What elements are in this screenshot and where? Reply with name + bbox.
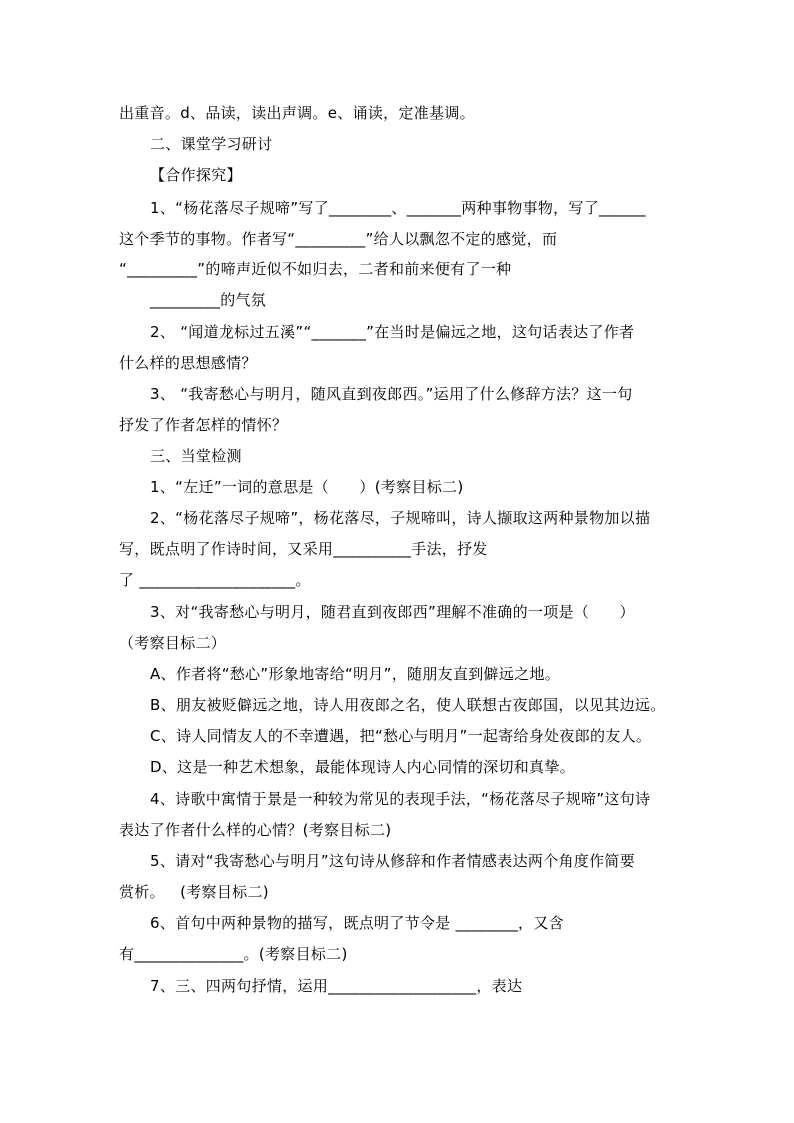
question-3-line-1: 3、 “我寄愁心与明月，随风直到夜郎西。”运用了什么修辞方法？这一句 bbox=[150, 385, 633, 403]
question-1-line-3: “_________”的啼声近似不如归去，二者和前来便有了一种 bbox=[119, 260, 512, 278]
test-question-3-line-2: （考察目标二） bbox=[119, 634, 227, 652]
test-question-3-line-1: 3、对“我寄愁心与明月，随君直到夜郎西”理解不准确的一项是（ ） bbox=[150, 603, 635, 621]
subheading-cooperative-inquiry: 【合作探究】 bbox=[150, 166, 242, 184]
blank: _______ bbox=[311, 323, 367, 341]
blank: _________ bbox=[150, 291, 221, 309]
blank: ________ bbox=[329, 199, 392, 217]
section-heading-3: 三、当堂检测 bbox=[150, 447, 242, 465]
blank: _________ bbox=[127, 260, 198, 278]
question-1-line-2: 这个季节的事物。作者写“_________”给人以飘忽不定的感觉，而 bbox=[119, 230, 558, 248]
blank: ______________ bbox=[134, 945, 244, 963]
test-question-4-line-1: 4、诗歌中寓情于景是一种较为常见的表现手法，“杨花落尽子规啼”这句诗 bbox=[150, 790, 651, 808]
blank: ______ bbox=[599, 199, 646, 217]
question-1-line-1: 1、“杨花落尽子规啼”写了________、_______两种事物事物，写了______ bbox=[150, 199, 646, 217]
test-question-7-line-1: 7、三、四两句抒情，运用___________________，表达 bbox=[150, 977, 523, 995]
blank: ____________________ bbox=[139, 571, 296, 589]
test-question-2-line-2: 写，既点明了作诗时间，又采用__________手法，抒发 bbox=[119, 540, 488, 558]
test-question-2-line-1: 2、“杨花落尽子规啼”，杨花落尽，子规啼叫，诗人撷取这两种景物加以描 bbox=[150, 509, 651, 527]
test-question-6-line-2: 有______________。(考察目标二) bbox=[119, 945, 348, 963]
question-1-line-4: _________的气氛 bbox=[150, 291, 267, 309]
question-2-line-2: 什么样的思想感情？ bbox=[119, 354, 257, 372]
test-question-2-line-3: 了 ____________________。 bbox=[119, 571, 311, 589]
test-question-1: 1、“左迁”一词的意思是（ ）(考察目标二) bbox=[150, 478, 464, 496]
question-3-line-2: 抒发了作者怎样的情怀？ bbox=[119, 416, 288, 434]
blank: _________ bbox=[295, 230, 366, 248]
option-c: C、诗人同情友人的不幸遭遇，把“愁心与明月”一起寄给身处夜郎的友人。 bbox=[150, 727, 652, 745]
option-d: D、这是一种艺术想象，最能体现诗人内心同情的深切和真挚。 bbox=[150, 758, 575, 776]
blank: ___________________ bbox=[328, 977, 477, 995]
test-question-5-line-1: 5、请对“我寄愁心与明月”这句诗从修辞和作者情感表达两个角度作简要 bbox=[150, 852, 635, 870]
option-a: A、作者将“愁心”形象地寄给“明月”，随朋友直到僻远之地。 bbox=[150, 665, 561, 683]
test-question-5-line-2: 赏析。 (考察目标二) bbox=[119, 883, 269, 901]
section-heading-2: 二、课堂学习研讨 bbox=[150, 135, 273, 153]
blank: ________ bbox=[455, 914, 519, 932]
text-line-1: 出重音。d、品读，读出声调。e、诵读，定准基调。 bbox=[119, 104, 475, 122]
blank: _______ bbox=[406, 199, 462, 217]
blank: __________ bbox=[333, 540, 412, 558]
question-2-line-1: 2、 “闻道龙标过五溪”“_______”在当时是偏远之地，这句话表达了作者 bbox=[150, 323, 635, 341]
test-question-6-line-1: 6、首句中两种景物的描写，既点明了节令是 ________，又含 bbox=[150, 914, 564, 932]
option-b: B、朋友被贬僻远之地，诗人用夜郎之名，使人联想古夜郎国，以见其边远。 bbox=[150, 696, 666, 714]
test-question-4-line-2: 表达了作者什么样的心情？(考察目标二) bbox=[119, 821, 392, 839]
